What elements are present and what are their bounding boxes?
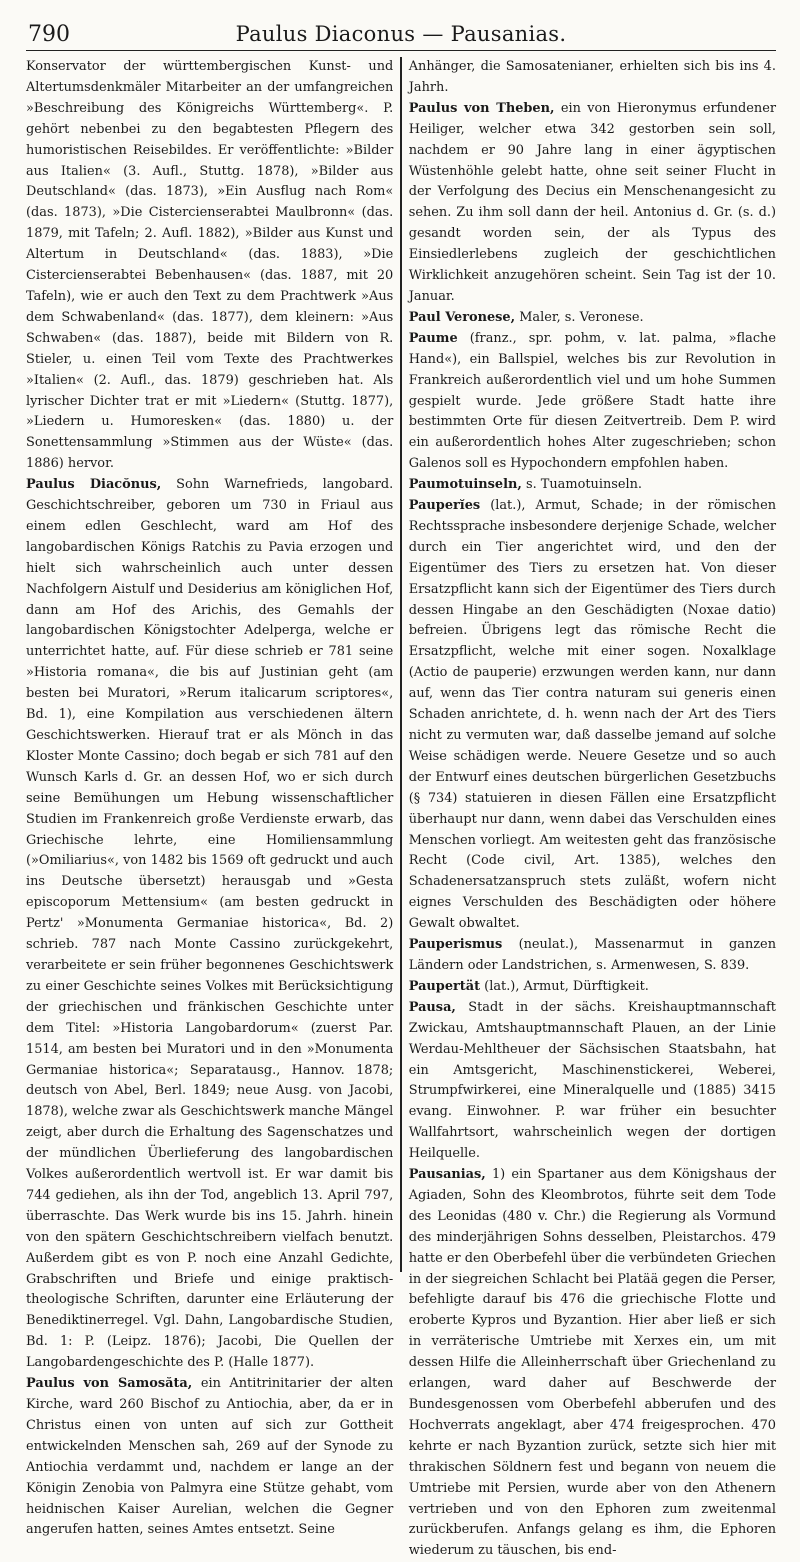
- entry-body: (franz., spr. pohm, v. lat. palma, »flache Hand«), ein Ballspiel, welches bis zur Revolution in Frankreich außerordentlich viel und um hohe Summen gespielt wurde. Jede größere Stadt hatte ihre bestimmten Orte für diesen Zeitvertreib. Dem P. wird ein außerordentlich hohes Alter zugeschrieben; schon Galenos soll es Hypochondern empfohlen haben.: [408, 330, 776, 472]
- entry-body: 1) ein Spartaner aus dem Königshaus der Agiaden, Sohn des Kleombrotos, führte seit dem Tode des Leonidas (480 v. Chr.) die Regierung als Vormund des minderjährigen Sohns desselben, Pleistarchos. 479 hatte er den Oberbefehl über die verbündeten Griechen in der siegreichen Schlacht bei Platää gegen die Perser, befehligte darauf bis 476 die griechische Flotte und eroberte Kypros und Byzantion. Hier aber ließ er sich in verräterische Umtriebe mit Xerxes ein, um mit dessen Hilfe die Alleinherrschaft über Griechenland zu erlangen, ward daher auf Beschwerde der Bundesgenossen vom Oberbefehl abberufen und des Hochverrats angeklagt, aber 474 freigesprochen. 470 kehrte er nach Byzantion zurück, setzte sich hier mit thrakischen Söldnern fest und begann von neuem die Umtriebe mit Persien, wurde aber von den Athenern vertrieben und von den Ephoren zum zweitenmal zurückberufen. Anfangs gelang es ihm, die Ephoren wiederum zu täuschen, bis end-: [408, 1167, 776, 1559]
- entry-headword: Paulus von Theben,: [408, 100, 555, 116]
- entry-paragraph: [409, 998, 776, 1165]
- entry-paragraph: [409, 57, 776, 99]
- entry-headword: Paul Veronese,: [408, 309, 516, 325]
- entry-paragraph: [26, 475, 393, 1374]
- entry-headword: Pausanias,: [408, 1167, 486, 1183]
- entry-body: Maler, s. Veronese.: [515, 309, 644, 325]
- entry-headword: Paulus von Samosăta,: [26, 1376, 193, 1392]
- entry-headword: Paulus Diacŏnus,: [26, 477, 162, 493]
- entry-body: ein Antitrinitarier der alten Kirche, ward 260 Bischof zu Antiochia, aber, da er in Christus einen von unten auf sich zur Gottheit entwickelnden Menschen sah, 269 auf der Synode zu Antiochia verdammt und, nachdem er lange an der Königin Zenobia von Palmyra eine Stütze gehabt, vom heidnischen Kaiser Aurelian, welchen die Gegner angerufen hatten, seines Amtes entsetzt. Seine: [26, 1376, 394, 1538]
- entry-headword: Pausa,: [408, 999, 456, 1015]
- entry-body: (lat.), Armut, Schade; in der römischen Rechtssprache insbesondere derjenige Schade, welcher durch ein Tier angerichtet wird, und den der Eigentümer des Tiers zu ersetzen hat. Von dieser Ersatzpflicht kann sich der Eigentümer des Tiers durch dessen Hingabe an den Geschädigten (Noxae datio) befreien. Übrigens legt das römische Recht die Ersatzpflicht, welche mit einer sogen. Noxalklage (Actio de pauperie) erzwungen werden kann, nur dann auf, wenn das Tier contra naturam sui generis einen Schaden anrichtete, d. h. wenn nach der Art des Tiers nicht zu vermuten war, daß dasselbe jemand auf solche Weise schädigen werde. Neuere Gesetze und so auch der Entwurf eines deutschen bürgerlichen Gesetzbuchs (§ 734) statuieren in diesen Fällen eine Ersatzpflicht überhaupt nur dann, wenn dabei das Verschulden eines Menschen vorliegt. Am weitesten geht das französische Recht (Code civil, Art. 1385), welches den Schadenersatzanspruch stets zuläßt, wofern nicht eignes Verschulden des Beschädigten oder höhere Gewalt obwaltet.: [408, 498, 776, 932]
- entry-paragraph: [409, 475, 776, 496]
- entry-body: (lat.), Armut, Dürftigkeit.: [480, 978, 649, 994]
- entry-paragraph: [26, 1374, 393, 1541]
- entry-body: Anhänger, die Samosatenianer, erhielten sich bis ins 4. Jahrh.: [408, 59, 776, 95]
- entry-body: (neulat.), Massenarmut in ganzen Ländern oder Landstrichen, s. Armenwesen, S. 839.: [408, 937, 776, 973]
- entry-paragraph: [409, 1165, 776, 1562]
- running-title: Paulus Diaconus — Pausanias.: [235, 22, 567, 46]
- column-divider: [400, 57, 401, 1272]
- left-column: [26, 57, 394, 1538]
- page-number: 790: [28, 22, 70, 47]
- entry-paragraph: [409, 935, 776, 977]
- entry-body: s. Tuamotuinseln.: [521, 477, 643, 493]
- entry-body: Konservator der württembergischen Kunst- und Altertumsdenkmäler Mitarbeiter an der umfangreichen »Beschreibung des Königreichs Württemberg«. P. gehört nebenbei zu den begabtesten Pflegern des humoristischen Reisebildes. Er veröffentlichte: »Bilder aus Italien« (3. Aufl., Stuttg. 1878), »Bilder aus Deutschland« (das. 1873), »Ein Ausflug nach Rom« (das. 1873), »Die Cistercienserabtei Maulbronn« (das. 1879, mit Tafeln; 2. Aufl. 1882), »Bilder aus Kunst und Altertum in Deutschland« (das. 1883), »Die Cistercienserabtei Bebenhausen« (das. 1887, mit 20 Tafeln), wie er auch den Text zu dem Prachtwerk »Aus dem Schwabenland« (das. 1877), dem kleinern: »Aus Schwaben« (das. 1887), beide mit Bildern von R. Stieler, u. einen Teil vom Texte des Prachtwerkes »Italien« (2. Aufl., das. 1879) geschrieben hat. Als lyrischer Dichter trat er mit »Liedern« (Stuttg. 1877), »Liedern u. Humoresken« (das. 1880) u. der Sonettensammlung »Stimmen aus der Wüste« (das. 1886) hervor.: [26, 59, 394, 472]
- entry-headword: Paumotuinseln,: [408, 477, 522, 493]
- entry-headword: Paume: [408, 330, 458, 346]
- entry-paragraph: [409, 99, 776, 308]
- entry-paragraph: [409, 496, 776, 935]
- right-column: [408, 57, 776, 1559]
- text-columns: [26, 57, 776, 1559]
- entry-headword: Pauperismus: [408, 937, 503, 953]
- entry-paragraph: [409, 308, 776, 329]
- entry-body: ein von Hieronymus erfundener Heiliger, welcher etwa 342 gestorben sein soll, nachdem er 90 Jahre lang in einer ägyptischen Wüstenhöhle gelebt hatte, ohne seit seiner Flucht in der Verfolgung des Decius ein Menschenangesicht zu sehen. Zu ihm soll dann der heil. Antonius d. Gr. (s. d.) gesandt worden sein, der als Typus des Einsiedlerlebens zugleich der geschichtlichen Wirklichkeit anzugehören scheint. Sein Tag ist der 10. Januar.: [408, 100, 776, 304]
- entry-headword: Pauperĭes: [408, 498, 481, 514]
- page-header: [26, 20, 776, 51]
- entry-body: Stadt in der sächs. Kreishauptmannschaft Zwickau, Amtshauptmannschaft Plauen, an der Linie Werdau-Mehltheuer der Sächsischen Staatsbahn, hat ein Amtsgericht, Maschinenstickerei, Weberei, Strumpfwirkerei, eine Mineralquelle und (1885) 3415 evang. Einwohner. P. war früher ein besuchter Wallfahrtsort, wahrscheinlich wegen der dortigen Heilquelle.: [408, 999, 776, 1162]
- entry-headword: Paupertät: [408, 978, 481, 994]
- entry-paragraph: [26, 57, 393, 475]
- entry-paragraph: [409, 977, 776, 998]
- entry-paragraph: [409, 329, 776, 475]
- entry-body: Sohn Warnefrieds, langobard. Geschichtschreiber, geboren um 730 in Friaul aus einem edlen Geschlecht, ward am Hof des langobardischen Königs Ratchis zu Pavia erzogen und hielt sich wahrscheinlich auch unter dessen Nachfolgern Aistulf und Desiderius am königlichen Hof, dann am Hof des Arichis, des Gemahls der langobardischen Königstochter Adelperga, welche er unterrichtet hatte, auf. Für diese schrieb er 781 seine »Historia romana«, die bis auf Justinian geht (am besten bei Muratori, »Rerum italicarum scriptores«, Bd. 1), eine Kompilation aus verschiedenen ältern Geschichtswerken. Hierauf trat er als Mönch in das Kloster Monte Cassino; doch begab er sich 781 auf den Wunsch Karls d. Gr. an dessen Hof, wo er sich durch seine Bemühungen um Hebung wissenschaftlicher Studien im Frankenreich große Verdienste erwarb, das Griechische lehrte, eine Homiliensammlung (»Omiliarius«, von 1482 bis 1569 oft gedruckt und auch ins Deutsche übersetzt) herausgab und »Gesta episcoporum Mettensium« (am besten gedruckt in Pertz' »Monumenta Germaniae historica«, Bd. 2) schrieb. 787 nach Monte Cassino zurückgekehrt, verarbeitete er sein früher begonnenes Geschichtswerk zu einer Geschichte seines Volkes mit Berücksichtigung der griechischen und fränkischen Geschichte unter dem Titel: »Historia Langobardorum« (zuerst Par. 1514, am besten bei Muratori und in den »Monumenta Germaniae historica«; Separatausg., Hannov. 1878; deutsch von Abel, Berl. 1849; neue Ausg. von Jacobi, 1878), welche zwar als Geschichtswerk manche Mängel zeigt, aber durch die Erhaltung des Sagenschatzes und der mündlichen Überlieferung des langobardischen Volkes außerordentlich wertvoll ist. Er war damit bis 744 gediehen, als ihn der Tod, angeblich 13. April 797, überraschte. Das Werk wurde bis ins 15. Jahrh. hinein von den spätern Geschichtschreibern vielfach benutzt. Außerdem gibt es von P. noch eine Anzahl Gedichte, Grabschriften und Briefe und einige praktisch-theologische Schriften, darunter eine Erläuterung der Benediktinerregel. Vgl. Dahn, Langobardische Studien, Bd. 1: P. (Leipz. 1876); Jacobi, Die Quellen der Langobardengeschichte des P. (Halle 1877).: [26, 477, 394, 1371]
